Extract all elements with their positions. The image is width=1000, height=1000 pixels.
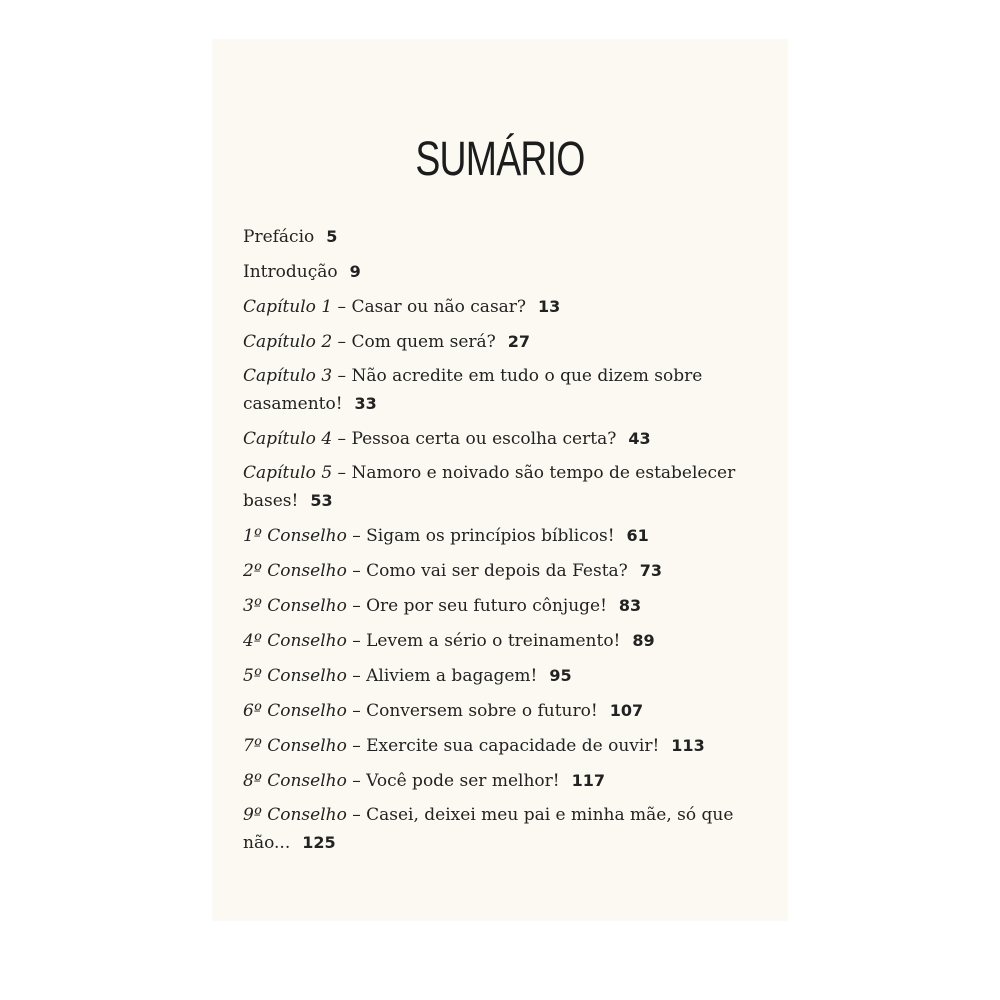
toc-entry-conselho-1 bbox=[243, 522, 763, 550]
toc-entry-capitulo-3 bbox=[243, 363, 763, 418]
toc-entry-text: – Levem a sério o treinamento! bbox=[346, 631, 621, 651]
toc-entry-text: – Namoro e noivado são tempo de estabelecer bases! bbox=[243, 463, 736, 511]
toc-entry-page: 117 bbox=[571, 771, 606, 790]
toc-entry-label: 2º Conselho bbox=[243, 561, 347, 581]
toc-entry-conselho-4 bbox=[243, 627, 763, 655]
toc-entry-page: 89 bbox=[632, 631, 655, 650]
toc-entry-page: 27 bbox=[507, 332, 531, 351]
toc-entry-page: 33 bbox=[354, 394, 377, 413]
toc-entry-label: Capítulo 1 bbox=[243, 297, 333, 317]
toc-entry-conselho-2 bbox=[243, 557, 763, 585]
toc-entry-text: – Com quem será? bbox=[332, 332, 496, 352]
toc-entry-page: 125 bbox=[302, 833, 336, 852]
toc-entry-capitulo-1 bbox=[243, 293, 763, 321]
toc-entry-label: 1º Conselho bbox=[243, 526, 347, 546]
toc-entry-text: – Casar ou não casar? bbox=[332, 297, 527, 317]
toc-entry-page: 73 bbox=[639, 561, 663, 580]
toc-entry-label: Capítulo 2 bbox=[243, 332, 333, 352]
toc-entry-text: – Sigam os princípios bíblicos! bbox=[346, 526, 615, 546]
toc-entry-conselho-5 bbox=[243, 662, 763, 690]
toc-entry-page: 9 bbox=[349, 262, 361, 281]
toc-entry-conselho-9 bbox=[243, 802, 763, 857]
toc-entry-label: Capítulo 4 bbox=[243, 429, 333, 449]
toc-entry-page: 113 bbox=[671, 736, 705, 755]
toc-entry-prefacio bbox=[243, 223, 763, 251]
toc-entry-page: 95 bbox=[549, 666, 572, 685]
toc-entry-conselho-7 bbox=[243, 732, 763, 760]
toc-entry-label: 8º Conselho bbox=[243, 771, 347, 791]
toc-entry-text: – Casei, deixei meu pai e minha mãe, só que não... bbox=[243, 805, 734, 853]
toc-entry-label: 4º Conselho bbox=[243, 631, 347, 651]
toc-entry-text: – Conversem sobre o futuro! bbox=[346, 701, 598, 721]
toc-entry-page: 83 bbox=[618, 596, 642, 615]
table-of-contents bbox=[243, 223, 763, 864]
toc-entry-label: Capítulo 5 bbox=[243, 463, 333, 483]
page-title: SUMÁRIO bbox=[415, 133, 585, 186]
toc-entry-page: 61 bbox=[626, 526, 649, 545]
toc-entry-text: – Exercite sua capacidade de ouvir! bbox=[346, 736, 660, 756]
toc-entry-capitulo-2 bbox=[243, 328, 763, 356]
toc-entry-text: Introdução bbox=[243, 262, 338, 282]
toc-entry-page: 13 bbox=[538, 297, 561, 316]
toc-entry-text: – Você pode ser melhor! bbox=[346, 771, 560, 791]
toc-entry-label: 6º Conselho bbox=[243, 701, 347, 721]
toc-entry-page: 107 bbox=[609, 701, 644, 720]
toc-entry-label: Capítulo 3 bbox=[243, 366, 333, 386]
toc-entry-text: – Como vai ser depois da Festa? bbox=[346, 561, 628, 581]
toc-entry-page: 5 bbox=[326, 227, 338, 246]
toc-entry-text: – Pessoa certa ou escolha certa? bbox=[332, 429, 617, 449]
toc-entry-label: 9º Conselho bbox=[243, 805, 347, 825]
toc-entry-text: – Não acredite em tudo o que dizem sobre casamento! bbox=[243, 366, 703, 414]
toc-entry-capitulo-4 bbox=[243, 425, 763, 453]
toc-entry-text: – Aliviem a bagagem! bbox=[346, 666, 538, 686]
toc-entry-page: 43 bbox=[628, 429, 651, 448]
toc-entry-label: 5º Conselho bbox=[243, 666, 347, 686]
toc-entry-introducao bbox=[243, 258, 763, 286]
toc-entry-conselho-8 bbox=[243, 767, 763, 795]
toc-entry-label: 3º Conselho bbox=[243, 596, 347, 616]
toc-entry-text: Prefácio bbox=[243, 227, 315, 247]
toc-entry-conselho-6 bbox=[243, 697, 763, 725]
toc-entry-page: 53 bbox=[310, 491, 333, 510]
toc-entry-capitulo-5 bbox=[243, 460, 763, 515]
toc-entry-conselho-3 bbox=[243, 592, 763, 620]
toc-entry-label: 7º Conselho bbox=[243, 736, 347, 756]
toc-entry-text: – Ore por seu futuro cônjuge! bbox=[346, 596, 607, 616]
